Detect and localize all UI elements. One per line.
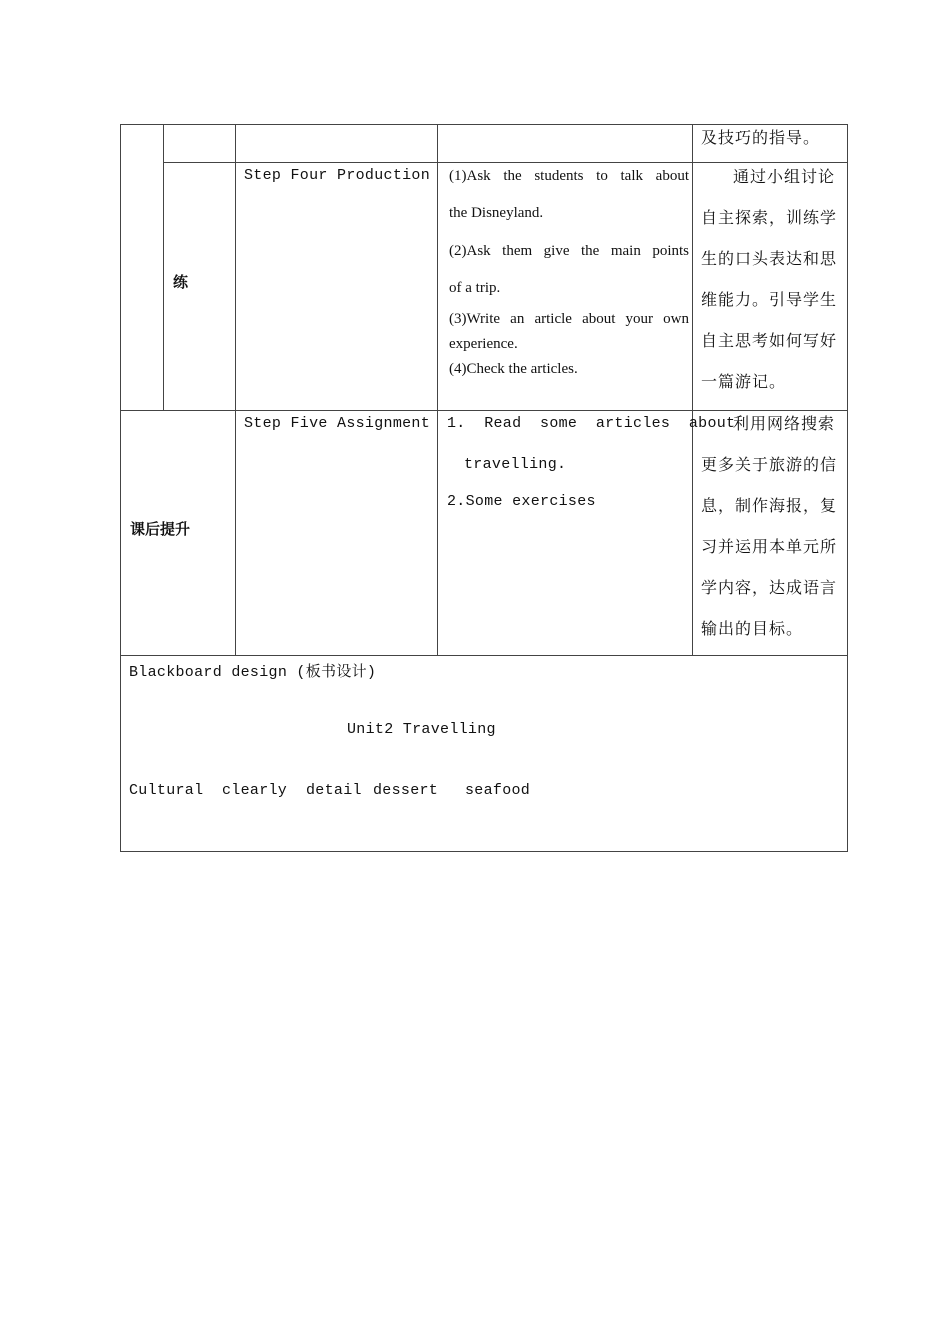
activity-line: 2.Some exercises (447, 493, 596, 510)
activity-line: travelling. (464, 456, 567, 473)
vocab-word: dessert (373, 782, 439, 799)
vocab-word: Cultural (129, 782, 204, 799)
purpose-line: 自主思考如何写好 (701, 331, 838, 350)
purpose-line: 生的口头表达和思 (701, 249, 838, 268)
method-text-tail: 及技巧的指导。 (701, 128, 821, 147)
purpose-line: 一篇游记。 (701, 372, 787, 391)
activity-line: of a trip. (449, 280, 501, 296)
purpose-line: 息，制作海报，复 (701, 496, 838, 515)
activity-line: the Disneyland. (449, 205, 544, 221)
purpose-line: 更多关于旅游的信 (701, 455, 838, 474)
stage-label-after-class: 课后提升 (130, 520, 191, 538)
activity-line: experience. (449, 336, 518, 352)
vocab-word: detail (306, 782, 362, 799)
activity-line: (1)Ask the students to talk about (449, 168, 689, 184)
activity-line: 1. Read some articles about (447, 415, 736, 432)
purpose-line: 学内容，达成语言 (701, 578, 838, 597)
purpose-line: 利用网络搜索 (733, 414, 836, 433)
activity-line: (3)Write an article about your own (449, 311, 689, 327)
stage-label-practice: 练 (173, 273, 189, 291)
vocab-word: seafood (465, 782, 531, 799)
activity-line: (2)Ask them give the main points (449, 243, 689, 259)
purpose-line: 输出的目标。 (701, 619, 804, 638)
activity-line: (4)Check the articles. (449, 361, 578, 377)
blackboard-title: Unit2 Travelling (347, 721, 496, 738)
purpose-line: 通过小组讨论 (733, 167, 836, 186)
purpose-line: 习并运用本单元所 (701, 537, 838, 556)
vocab-word: clearly (222, 782, 288, 799)
blackboard-heading: Blackboard design (板书设计) (129, 664, 377, 681)
purpose-line: 维能力。引导学生 (701, 290, 838, 309)
purpose-line: 自主探索，训练学 (701, 208, 838, 227)
purpose-after-class (701, 403, 846, 649)
step-five-assignment: Step Five Assignment (244, 415, 431, 432)
step-four-production: Step Four Production (244, 167, 431, 184)
purpose-practice (701, 156, 846, 402)
